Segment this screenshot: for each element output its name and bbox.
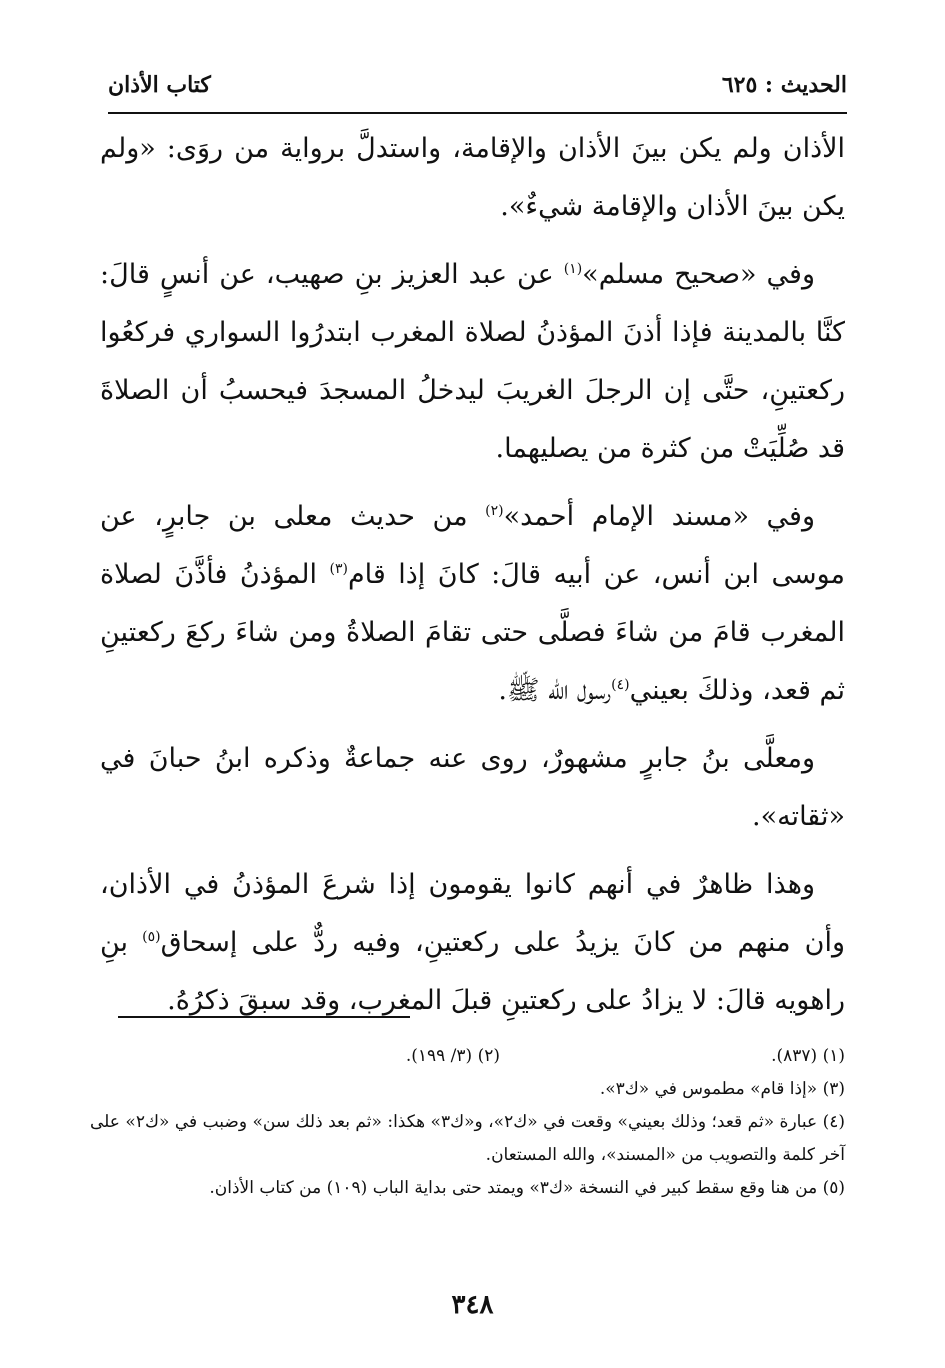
footnote-row	[90, 1040, 845, 1073]
page-number: ٣٤٨	[451, 1290, 494, 1320]
footnote-4: (٤) عبارة «ثم قعد؛ وذلك بعيني» وقعت في «ك٢»، و«ك٣» هكذا: «ثم بعد ذلك سن» وضبب في «ك٢» على آخر كلمة والتصويب من «المسند»، والله المستعان.	[90, 1112, 846, 1165]
footnotes	[90, 1040, 845, 1205]
footnote-ref[interactable]: (٤)	[611, 677, 630, 693]
footnote-2: (٢) (٣/ ١٩٩).	[405, 1046, 500, 1066]
book-title: كتاب الأذان	[108, 72, 211, 98]
paragraph-text: وفي «مسند الإمام أحمد»	[503, 501, 816, 532]
footnote-ref[interactable]: (٥)	[142, 929, 161, 945]
footnote-separator	[118, 1016, 410, 1018]
paragraph-4	[100, 730, 845, 846]
footnote-1: (١) (٨٣٧).	[771, 1046, 845, 1066]
paragraph-text: رسول الله ﷺ.	[498, 675, 612, 706]
footnote-3: (٣) «إذا قام» مطموس في «ك٣».	[599, 1079, 845, 1099]
paragraph-text: المؤذنُ فأذَّنَ لصلاة المغرب قامَ من شاءَ فصلَّى حتى تقامَ الصلاةُ ومن شاءَ ركعَ ركعتينِ ثم قعد، وذلكَ بعيني	[100, 559, 845, 706]
paragraph-text: عن عبد العزيز بنِ صهيب، عن أنسٍ قالَ: كنَّا بالمدينة فإذا أذنَ المؤذنُ لصلاة المغرب ابتدرُوا السواري فركعُوا ركعتينِ، حتَّى إن الرجلَ الغريبَ ليدخلُ المسجدَ فيحسبُ أن الصلاةَ قد صُلِّيَتْ من كثرة من يصليهما.	[100, 259, 845, 464]
paragraph-text: وفي «صحيح مسلم»	[582, 259, 815, 290]
footnote-5: (٥) من هنا وقع سقط كبير في النسخة «ك٣» ويمتد حتى بداية الباب (١٠٩) من كتاب الأذان.	[209, 1178, 845, 1198]
footnote-ref[interactable]: (٣)	[329, 561, 348, 577]
main-text	[100, 120, 845, 1040]
paragraph-1	[100, 120, 845, 236]
footnote-ref[interactable]: (١)	[563, 261, 583, 277]
running-header	[108, 68, 847, 114]
paragraph-text: بنِ راهويه قالَ: لا يزادُ على ركعتينِ قبلَ المغرب، وقد سبقَ ذكرُهُ.	[100, 927, 845, 1016]
paragraph-5	[100, 856, 845, 1030]
hadith-number-label: الحديث : ٦٢٥	[721, 72, 847, 98]
paragraph-2	[100, 246, 845, 478]
paragraph-text: وهذا ظاهرٌ في أنهم كانوا يقومون إذا شرعَ المؤذنُ في الأذان، وأن منهم من كانَ يزيدُ على ركعتينِ، وفيه ردٌّ على إسحاق	[100, 869, 845, 958]
paragraph-text: ومعلَّى بنُ جابرٍ مشهورٌ، روى عنه جماعةٌ وذكره ابنُ حبانَ في «ثقاته».	[100, 743, 845, 832]
paragraph-3	[100, 488, 845, 720]
footnote-ref[interactable]: (٢)	[485, 503, 504, 519]
paragraph-text: من حديث معلى بن جابرٍ، عن موسى ابن أنس، عن أبيه قالَ: كانَ إذا قام	[100, 501, 845, 590]
paragraph-text: الأذان ولم يكن بينَ الأذان والإقامة، واستدلَّ برواية من روَى: «ولم يكن بينَ الأذان والإقامة شيءٌ».	[100, 133, 845, 222]
